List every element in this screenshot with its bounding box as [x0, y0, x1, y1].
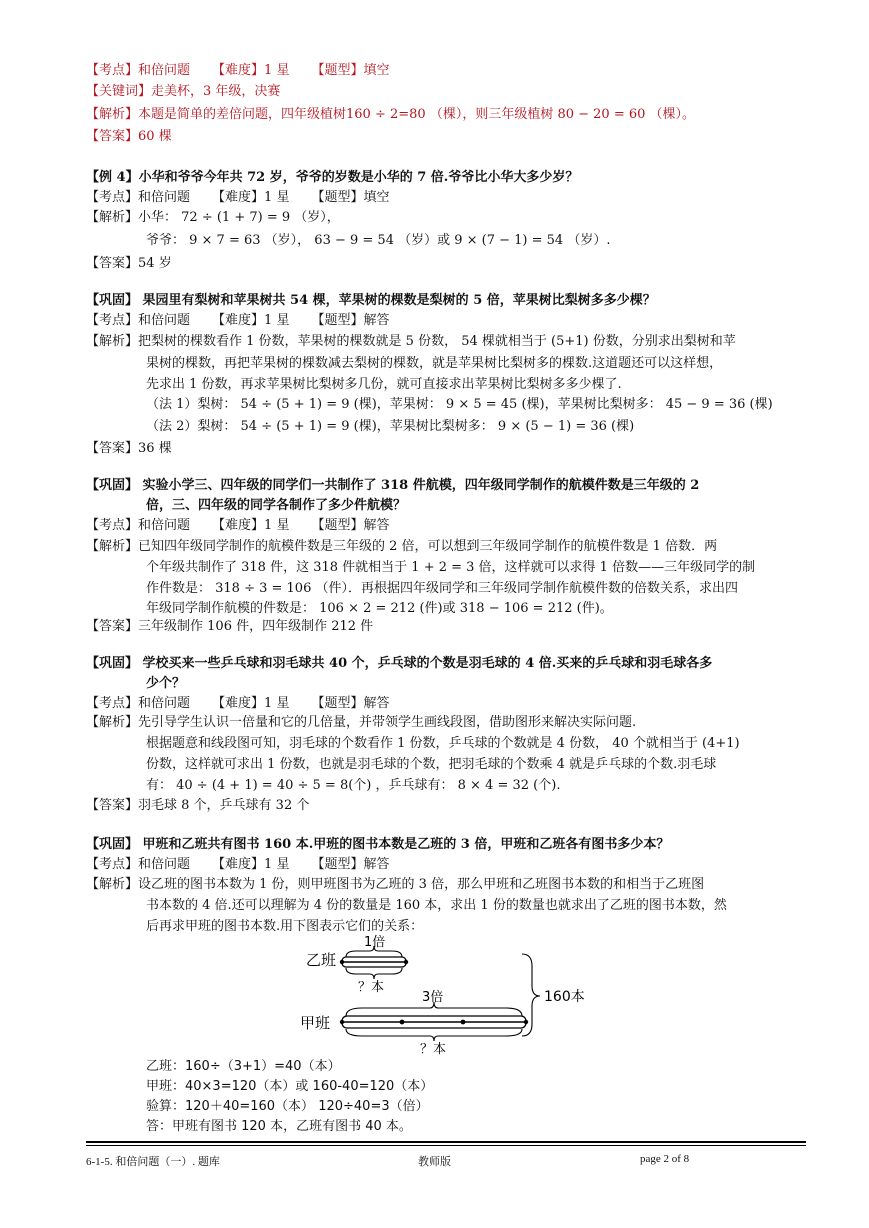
tixing-label: 【题型】: [311, 313, 364, 328]
calc-yi: 乙班：160÷（3+1）=40（本）: [146, 1059, 341, 1074]
kaodian-value: 和倍问题: [138, 857, 191, 872]
nandu-label: 【难度】: [212, 313, 265, 328]
analysis-label: 【解析】: [86, 107, 139, 122]
nandu-label: 【难度】: [212, 857, 265, 872]
consolidation3-analysis-line2: 根据题意和线段图可知，羽毛球的个数看作 1 份数，乒乓球的个数就是 4 份数， 40 个就相当于 (4+1): [146, 736, 740, 751]
tixing-value: 解答: [363, 313, 390, 328]
nandu-value: 1 星: [264, 313, 290, 328]
nandu-label: 【难度】: [212, 696, 265, 711]
kaodian-label: 【考点】: [86, 63, 139, 78]
nandu-label: 【难度】: [212, 63, 265, 78]
kaodian-label: 【考点】: [86, 190, 139, 205]
footer-rule-thick: [86, 1141, 806, 1143]
yi-dot-left: [340, 960, 344, 964]
nandu-value: 1 星: [264, 857, 290, 872]
example4-title: 【例 4】小华和爷爷今年共 72 岁，爷爷的岁数是小华的 7 倍.爷爷比小华大多少岁？: [86, 170, 579, 185]
consolidation1-method2: （法 2）梨树： 54 ÷ (5 + 1) = 9 (棵)，苹果树比梨树多： 9 × (5 − 1) = 36 (棵): [146, 419, 635, 434]
consolidation4-analysis-line: [86, 876, 704, 894]
footer-rule-thin: [86, 1145, 806, 1146]
tixing-label: 【题型】: [311, 857, 364, 872]
analysis-label: 【解析】: [86, 715, 139, 730]
analysis-label: 【解析】: [86, 877, 139, 892]
analysis-text: 先引导学生认识一倍量和它的几倍量，并带领学生画线段图，借助图形来解决实际问题.: [138, 715, 637, 730]
nandu-label: 【难度】: [212, 190, 265, 205]
kaodian-label: 【考点】: [86, 313, 139, 328]
kaodian-label: 【考点】: [86, 696, 139, 711]
intro-meta-line: [86, 62, 389, 80]
jia-dot-4: [524, 1020, 528, 1024]
consolidation4-title: 【巩固】 甲班和乙班共有图书 160 本.甲班的图书本数是乙班的 3 倍，甲班和乙班各有图书多少本？: [86, 837, 670, 852]
yi-class-label: 乙班: [306, 951, 337, 969]
answer-text: 三年级制作 106 件，四年级制作 212 件: [138, 619, 374, 634]
tixing-label: 【题型】: [311, 190, 364, 205]
nandu-label: 【难度】: [212, 518, 265, 533]
nandu-value: 1 星: [264, 696, 290, 711]
analysis-text: 本题是简单的差倍问题，四年级植树160 ÷ 2=80 （棵），则三年级植树 80 − 20 = 60 （棵）。: [138, 107, 696, 122]
kaodian-value: 和倍问题: [138, 313, 191, 328]
consolidation3-meta-line: [86, 695, 389, 713]
answer-text: 54 岁: [138, 256, 172, 271]
consolidation1-method1: （法 1）梨树： 54 ÷ (5 + 1) = 9 (棵)，苹果树： 9 × 5 = 45 (棵)，苹果树比梨树多： 45 − 9 = 36 (棵): [146, 397, 773, 412]
consolidation2-analysis-line3: 作件数是： 318 ÷ 3 = 106 （件）．再根据四年级同学和三年级同学制作航模件数的倍数关系，求出四: [146, 581, 738, 596]
example4-analysis-line: [86, 209, 340, 227]
nandu-value: 1 星: [264, 518, 290, 533]
jia-class-label: 甲班: [300, 1014, 331, 1032]
consolidation2-analysis-line: [86, 538, 717, 556]
analysis-label: 【解析】: [86, 334, 139, 349]
analysis-label: 【解析】: [86, 210, 139, 225]
intro-keywords-line: [86, 83, 280, 101]
consolidation3-title-line2: 少个？: [146, 676, 186, 691]
consolidation4-analysis-line2: 书本数的 4 倍.还可以理解为 4 份的数量是 160 本，求出 1 份的数量也就求出了乙班的图书本数，然: [146, 898, 727, 913]
tixing-value: 填空: [363, 63, 390, 78]
answer-label: 【答案】: [86, 798, 139, 813]
footer-edition: 教师版: [418, 1156, 451, 1168]
consolidation2-title-line2: 倍，三、四年级的同学各制作了多少件航模？: [146, 498, 407, 513]
kaodian-value: 和倍问题: [138, 696, 191, 711]
consolidation2-analysis-line4: 年级同学制作航模的件数是： 106 × 2 = 212 (件)或 318 − 106 = 212 (件)。: [146, 601, 613, 616]
analysis-label: 【解析】: [86, 539, 139, 554]
answer-text: 36 棵: [138, 441, 172, 456]
example4-meta-line: [86, 189, 389, 207]
consolidation2-analysis-line2: 个年级共制作了 318 件，这 318 件就相当于 1 + 2 = 3 倍，这样就可以求得 1 倍数——三年级同学的制: [146, 560, 756, 575]
footer-page-number: page 2 of 8: [640, 1153, 690, 1165]
keywords-label: 【关键词】: [86, 84, 152, 99]
consolidation2-answer-line: [86, 618, 373, 636]
consolidation4-meta-line: [86, 856, 389, 874]
tixing-label: 【题型】: [311, 63, 364, 78]
answer-label: 【答案】: [86, 256, 139, 271]
tixing-value: 解答: [363, 857, 390, 872]
jia-dot-3: [461, 1020, 466, 1025]
jia-bottom-brace: [346, 1029, 522, 1041]
analysis-text: 已知四年级同学制作的航模件数是三年级的 2 倍，可以想到三年级同学制作的航模件数是 1 倍数．两: [138, 539, 718, 554]
kaodian-value: 和倍问题: [138, 63, 191, 78]
nandu-value: 1 星: [264, 190, 290, 205]
answer-label: 【答案】: [86, 129, 139, 144]
jia-dot-1: [340, 1020, 344, 1024]
consolidation3-analysis-line: [86, 714, 636, 732]
consolidation2-title: 【巩固】 实验小学三、四年级的同学们一共制作了 318 件航模，四年级同学制作的航模件数是三年级的 2: [86, 478, 700, 493]
consolidation1-analysis-line2: 果树的棵数，再把苹果树的棵数减去梨树的棵数，就是苹果树比梨树多的棵数.这道题还可以这样想，: [146, 356, 723, 371]
calc-jia: 甲班：40×3=120（本）或 160-40=120（本）: [146, 1079, 434, 1094]
consolidation1-title: 【巩固】 果园里有梨树和苹果树共 54 棵，苹果树的棵数是梨树的 5 倍，苹果树比梨树多多少棵？: [86, 293, 656, 308]
kaodian-value: 和倍问题: [138, 518, 191, 533]
answer-label: 【答案】: [86, 441, 139, 456]
tixing-value: 解答: [363, 518, 390, 533]
kaodian-label: 【考点】: [86, 518, 139, 533]
tixing-value: 填空: [363, 190, 390, 205]
yi-bottom-label: ？本: [358, 980, 385, 995]
yi-dot-right: [404, 960, 408, 964]
consolidation4-analysis-line3: 后再求甲班的图书本数.用下图表示它们的关系：: [146, 919, 424, 934]
example4-answer-line: [86, 255, 172, 273]
jia-dot-2: [400, 1020, 405, 1025]
calc-check: 验算：120＋40=160（本） 120÷40=3（倍）: [146, 1099, 429, 1114]
analysis-text: 把梨树的棵数看作 1 份数，苹果树的棵数就是 5 份数， 54 棵就相当于 (5+1) 份数，分别求出梨树和苹: [138, 334, 736, 349]
intro-answer-line: [86, 128, 172, 146]
tixing-value: 解答: [363, 696, 390, 711]
consolidation3-analysis-line3: 份数，这样就可求出 1 份数，也就是羽毛球的个数，把羽毛球的个数乘 4 就是乒乓球的个数.羽毛球: [146, 757, 717, 772]
consolidation2-meta-line: [86, 517, 389, 535]
example4-analysis-line2: 爷爷： 9 × 7 = 63 （岁）， 63 − 9 = 54 （岁）或 9 × (7 − 1) = 54 （岁）.: [146, 233, 611, 248]
consolidation3-title: 【巩固】 学校买来一些乒乓球和羽毛球共 40 个，乒乓球的个数是羽毛球的 4 倍.买来的乒乓球和羽毛球各多: [86, 656, 713, 671]
answer-text: 羽毛球 8 个，乒乓球有 32 个: [138, 798, 310, 813]
consolidation3-analysis-line4: 有： 40 ÷ (4 + 1) = 40 ÷ 5 = 8(个) ，乒乓球有： 8 × 4 = 32 (个).: [146, 778, 561, 793]
tixing-label: 【题型】: [311, 696, 364, 711]
kaodian-label: 【考点】: [86, 857, 139, 872]
consolidation1-answer-line: [86, 440, 172, 458]
calc-answer: 答：甲班有图书 120 本，乙班有图书 40 本。: [146, 1119, 412, 1134]
nandu-value: 1 星: [264, 63, 290, 78]
footer-doc-title: 6-1-5. 和倍问题（一）. 题库: [86, 1156, 220, 1168]
consolidation1-analysis-line3: 先求出 1 份数，再求苹果树比梨树多几份，就可直接求出苹果树比梨树多多少棵了.: [146, 377, 622, 392]
answer-label: 【答案】: [86, 619, 139, 634]
jia-top-label: 3倍: [422, 990, 444, 1005]
intro-analysis-line: [86, 106, 695, 124]
total-label: 160本: [544, 989, 585, 1005]
analysis-text: 设乙班的图书本数为 1 份，则甲班图书为乙班的 3 倍，那么甲班和乙班图书本数的和相当于乙班图: [138, 877, 705, 892]
segment-diagram: [290, 930, 610, 1055]
yi-top-label: 1倍: [364, 935, 386, 950]
consolidation1-analysis-line: [86, 333, 736, 351]
tixing-label: 【题型】: [311, 518, 364, 533]
consolidation1-meta-line: [86, 312, 389, 330]
yi-bottom-brace: [346, 968, 402, 979]
keywords-value: 走美杯，3 年级，决赛: [151, 84, 281, 99]
kaodian-value: 和倍问题: [138, 190, 191, 205]
analysis-text: 小华： 72 ÷ (1 + 7) = 9 （岁），: [138, 210, 340, 225]
answer-text: 60 棵: [138, 129, 172, 144]
jia-bottom-label: ？本: [420, 1042, 447, 1055]
consolidation3-answer-line: [86, 797, 309, 815]
